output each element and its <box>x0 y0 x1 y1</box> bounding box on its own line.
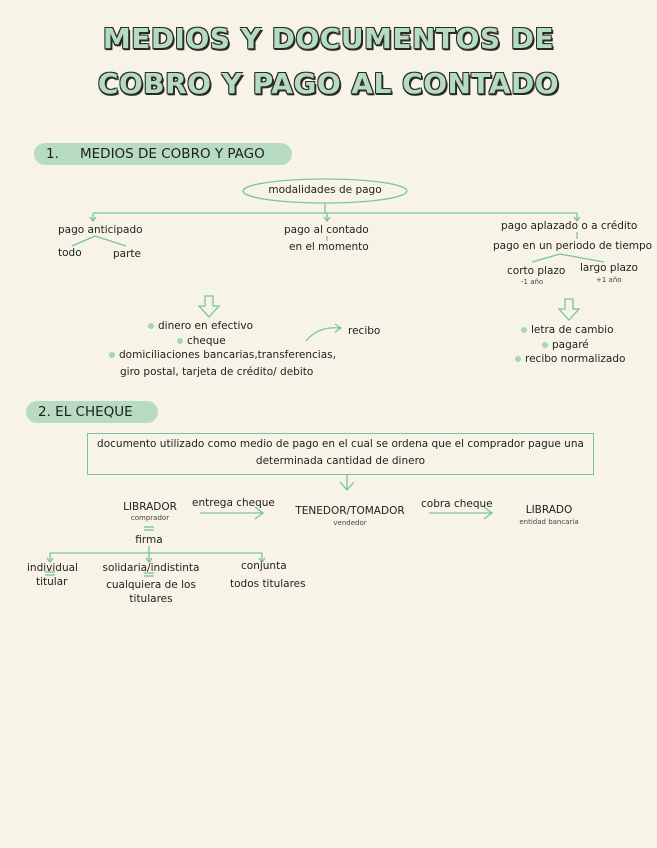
section1-number: 1. <box>46 146 59 162</box>
corto-note: -1 año <box>521 278 544 286</box>
solidaria-label: solidaria/indistinta <box>102 562 200 574</box>
aplazado-label: pago aplazado o a crédito <box>501 220 638 232</box>
librador-label: LIBRADOR <box>123 501 177 513</box>
conjunta-label: conjunta <box>241 560 287 572</box>
bullet-icon <box>148 323 154 329</box>
bullet-icon <box>542 342 548 348</box>
section2-heading: 2. EL CHEQUE <box>26 401 158 423</box>
librado-label: LIBRADO <box>525 504 573 516</box>
bullet-icon <box>521 327 527 333</box>
section1-heading <box>34 143 292 165</box>
largo-plazo: largo plazo <box>580 262 638 274</box>
definition-line2: determinada cantidad de dinero <box>255 455 426 467</box>
conjunta-eq: todos titulares <box>230 578 306 590</box>
contado-sub: en el momento <box>289 241 369 253</box>
aplazado-sub: pago en un periodo de tiempo <box>493 240 653 252</box>
contado-label: pago al contado <box>284 224 369 236</box>
definition-line1: documento utilizado como medio de pago en el cual se ordena que el comprador pague una <box>97 438 584 450</box>
definition-box <box>87 433 594 475</box>
list-item: giro postal, tarjeta de crédito/ debito <box>120 366 314 378</box>
tenedor-sub: vendedor <box>333 519 367 527</box>
librado-sub: entidad bancaria <box>519 518 579 526</box>
bullet-icon <box>515 356 521 362</box>
tenedor-label: TENEDOR/TOMADOR <box>295 505 405 517</box>
section1-title: MEDIOS DE COBRO Y PAGO <box>80 146 265 162</box>
list-item: recibo normalizado <box>515 353 625 365</box>
list-item: pagaré <box>542 339 589 351</box>
anticipado-parte: parte <box>113 248 141 260</box>
list-item: letra de cambio <box>521 324 614 336</box>
largo-note: +1 año <box>596 276 622 284</box>
list-item: dinero en efectivo <box>148 320 253 332</box>
page-title-line2: COBRO Y PAGO AL CONTADO <box>97 67 560 100</box>
anticipado-label: pago anticipado <box>58 224 143 236</box>
corto-plazo: corto plazo <box>507 265 566 277</box>
firma-label: firma <box>135 534 163 546</box>
list-item: cheque <box>177 335 226 347</box>
bullet-icon <box>177 338 183 344</box>
individual-eq: titular <box>36 576 68 588</box>
page-title-line1: MEDIOS Y DOCUMENTOS DE <box>102 22 555 55</box>
root-node: modalidades de pago <box>268 184 382 196</box>
cobra-label: cobra cheque <box>421 498 493 510</box>
list-item: domiciliaciones bancarias,transferencias, <box>109 349 336 361</box>
individual-label: individual <box>27 562 78 574</box>
solidaria-eq1: cualquiera de los <box>106 579 196 591</box>
recibo-label: recibo <box>348 325 381 337</box>
anticipado-todo: todo <box>58 247 82 259</box>
solidaria-eq2: titulares <box>129 593 173 605</box>
bullet-icon <box>109 352 115 358</box>
librador-sub: comprador <box>130 514 170 522</box>
entrega-label: entrega cheque <box>192 497 275 509</box>
